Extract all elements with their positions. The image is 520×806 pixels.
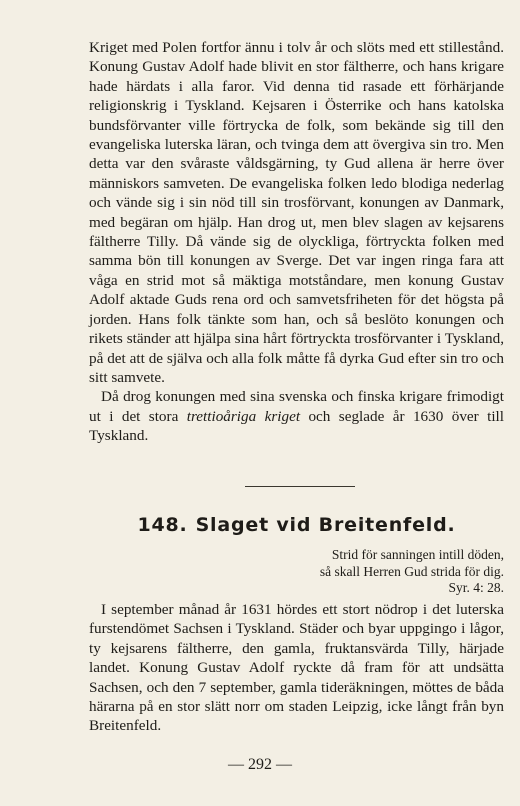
departure-text-start: Då drog konungen med sina svenska och finska krigare frimodigt ut i det stora bbox=[89, 388, 504, 425]
chapter-heading bbox=[89, 514, 504, 536]
epigraph-line-1: Strid för sanningen intill döden, bbox=[331, 547, 504, 562]
paragraph-breitenfeld: I september månad år 1631 hördes ett stort nödrop i det luterska furstendömet Sachsen i Tyskland. Städer och byar uppgingo i lågor, ty kejsarens fältherre, den gamla, fruktansvärda Tilly, härjade landet. Konung Gustav Adolf ryckte då fram för att undsätta Sachsen, och den 7 september, gamla tideräkningen, möttes de båda härarna på en stor slätt norr om staden Leipzig, icke långt från byn Breitenfeld. bbox=[89, 601, 504, 735]
section-2-text bbox=[89, 600, 504, 736]
page-number: — 292 — bbox=[228, 756, 292, 773]
section-divider bbox=[245, 486, 355, 487]
paragraph-war: Kriget med Polen fortfor ännu i tolv år och slöts med ett stillestånd. Konung Gustav Adolf hade blivit en stor fältherre, och hans krigare hade härdats i alla faror. Vid denna tid rasade ett förhärjande religionskrig i Tyskland. Kejsaren i Österrike och hans katolska bundsförvanter ville förtrycka de folk, som bekände sig till den evangeliska luterska läran, och tvinga dem att övergiva sin tro. Men detta var den svåraste våldsgärning, ty Gud allena är herre över människors samveten. De evangeliska folken ledo blodiga nederlag och vände sig i sin nöd till sin trosförvant, konungen av Danmark, med begäran om hjälp. Han drog ut, men blev slagen av kejsarens fältherre Tilly. Då vände sig de olyckliga, förtryckta folken med samma bön till konungen av Sverge. Det var ingen ringa fara att våga en strid mot så mäktiga motståndare, men konung Gustav Adolf aktade Guds rena ord och samvetsfriheten för det högsta på jorden. Hans folk tänkte som han, och så beslöto konungen och rikets ständer att hjälpa sina hårt förtryckta trosförvanter i Tyskland, på det att de själva och alla folk måtte få dyrka Gud efter sin tro och sitt samvete. bbox=[89, 39, 504, 386]
thirty-years-war-term: trettioåriga kriget bbox=[186, 407, 301, 425]
epigraph-citation: Syr. 4: 28. bbox=[448, 580, 504, 595]
departure-text-end: och seglade år 1630 över till Tyskland. bbox=[89, 407, 504, 445]
chapter-title: Slaget vid Breitenfeld. bbox=[195, 514, 456, 536]
section-1-text bbox=[89, 38, 504, 446]
epigraph bbox=[200, 547, 504, 597]
chapter-number: 148. bbox=[137, 514, 188, 536]
paragraph-departure bbox=[89, 387, 504, 445]
epigraph-line-2: så skall Herren Gud strida för dig. bbox=[319, 563, 504, 579]
